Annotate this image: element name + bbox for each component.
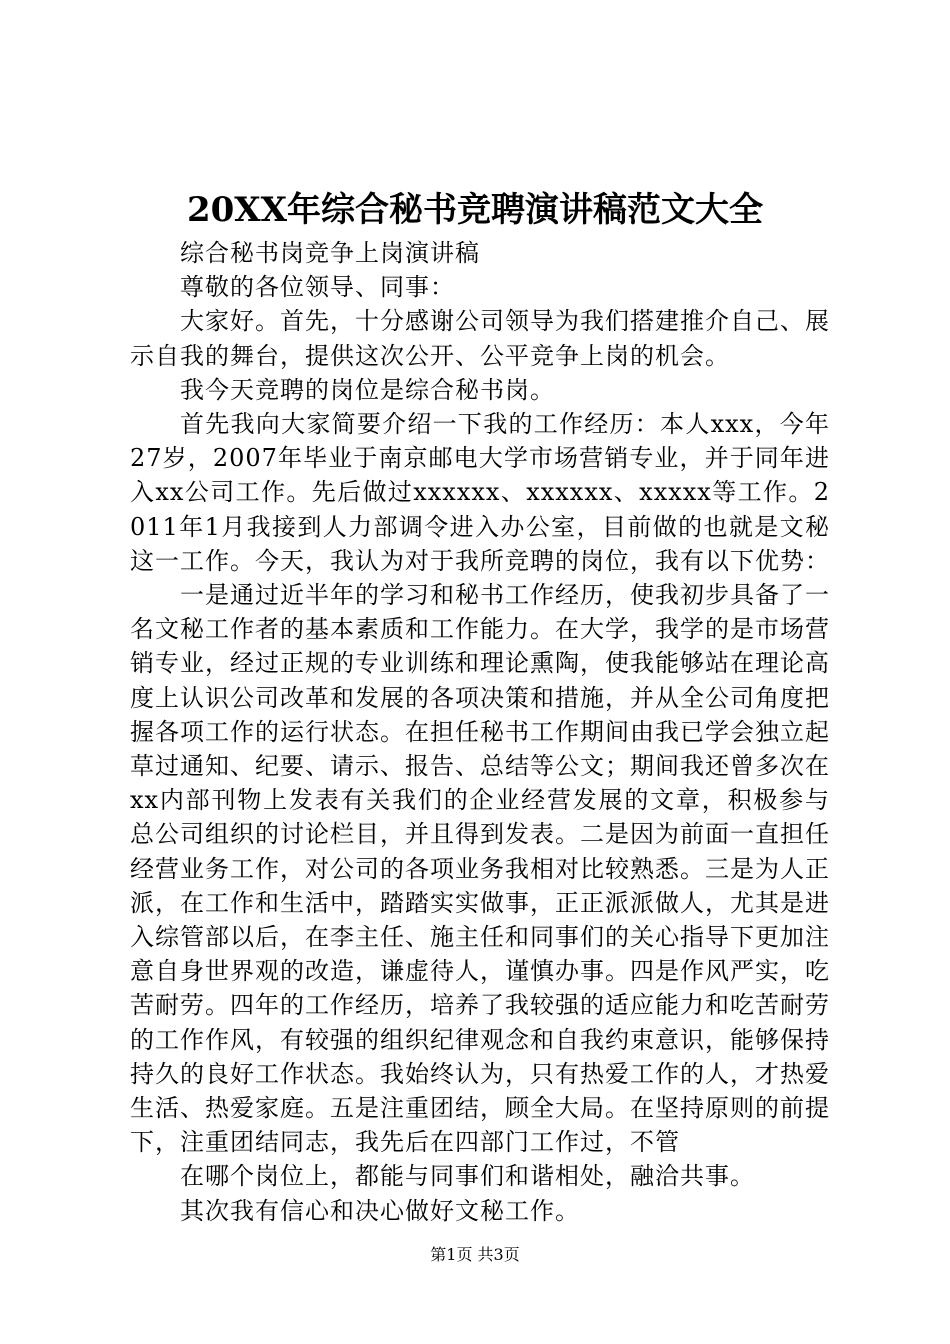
paragraph-position: 我今天竞聘的岗位是综合秘书岗。: [180, 375, 555, 404]
paragraph-salutation: 尊敬的各位领导、同事：: [180, 273, 455, 302]
paragraph-experience: 首先我向大家简要介绍一下我的工作经历：本人xxx，今年27岁，2007年毕业于南京邮电大学市场营销专业，并于同年进入xx公司工作。先后做过xxxxxx、xxxxxx、xxxxx等工作。2011年1月我接到人力部调令进入办公室，目前做的也就是文秘这一工作。今天，我认为对于我所竞聘的岗位，我有以下优势：: [130, 410, 830, 575]
document-body: [130, 236, 830, 1228]
paragraph-harmony: 在哪个岗位上，都能与同事们和谐相处，融洽共事。: [180, 1162, 755, 1191]
paragraph-confidence: 其次我有信心和决心做好文秘工作。: [180, 1196, 580, 1225]
paragraph-greeting: 大家好。首先，十分感谢公司领导为我们搭建推介自己、展示自我的舞台，提供这次公开、公平竞争上岗的机会。: [130, 307, 830, 370]
paragraph-advantages: 一是通过近半年的学习和秘书工作经历，使我初步具备了一名文秘工作者的基本素质和工作能力。在大学，我学的是市场营销专业，经过正规的专业训练和理论熏陶，使我能够站在理论高度上认识公司改革和发展的各项决策和措施，并从全公司角度把握各项工作的运行状态。在担任秘书工作期间由我已学会独立起草过通知、纪要、请示、报告、总结等公文；期间我还曾多次在xx内部刊物上发表有关我们的企业经营发展的文章，积极参与总公司组织的讨论栏目，并且得到发表。二是因为前面一直担任经营业务工作，对公司的各项业务我相对比较熟悉。三是为人正派，在工作和生活中，踏踏实实做事，正正派派做人，尤其是进入综管部以后，在李主任、施主任和同事们的关心指导下更加注意自身世界观的改造，谦虚待人，谨慎办事。四是作风严实，吃苦耐劳。四年的工作经历，培养了我较强的适应能力和吃苦耐劳的工作作风，有较强的组织纪律观念和自我约束意识，能够保持持久的良好工作状态。我始终认为，只有热爱工作的人，才热爱生活、热爱家庭。五是注重团结，顾全大局。在坚持原则的前提下，注重团结同志，我先后在四部门工作过，不管: [130, 581, 830, 1157]
document-title: 20XX年综合秘书竞聘演讲稿范文大全: [186, 190, 764, 230]
paragraph-subtitle: 综合秘书岗竞争上岗演讲稿: [180, 239, 480, 267]
page-number-footer: 第1页 共3页: [430, 1245, 520, 1264]
